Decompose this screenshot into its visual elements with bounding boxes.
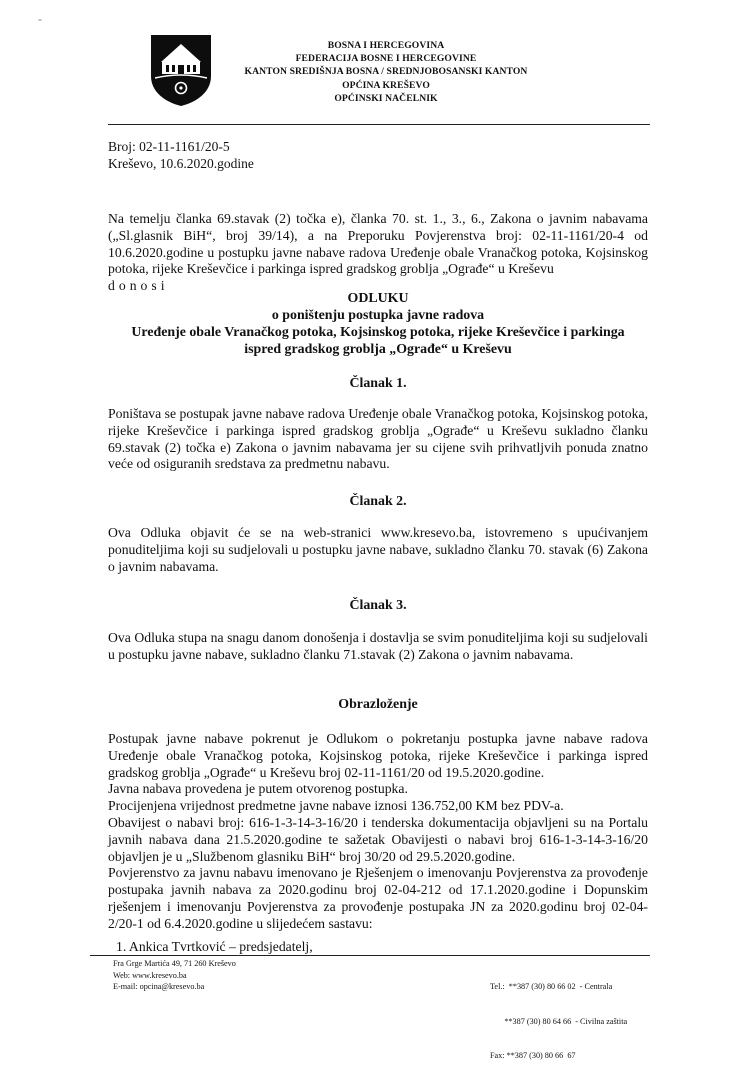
document-meta bbox=[108, 138, 254, 172]
reasoning-heading: Obrazloženje bbox=[338, 697, 418, 712]
issuer-header bbox=[216, 39, 556, 105]
footer-address: Fra Grge Martića 49, 71 260 Kreševo bbox=[113, 959, 236, 968]
footer-email-link[interactable]: E-mail: opcina@kresevo.ba bbox=[113, 982, 205, 991]
municipality-crest-icon bbox=[147, 32, 215, 108]
committee-list-item: 1. Ankica Tvrtković – predsjedatelj, bbox=[116, 939, 313, 954]
header-line-municipality: OPĆINA KREŠEVO bbox=[342, 79, 430, 91]
article-3-heading: Članak 3. bbox=[349, 598, 407, 613]
header-divider bbox=[108, 124, 650, 125]
intro-donosi: donosi bbox=[108, 278, 169, 294]
header-line-office: OPĆINSKI NAČELNIK bbox=[334, 92, 438, 104]
decision-subject-line1: Uređenje obale Vranačkog potoka, Kojsinskog potoka, rijeke Kreševčice i parkinga bbox=[131, 325, 625, 340]
reasoning-paragraph: Procijenjena vrijednost predmetne javne nabave iznosi 136.752,00 KM bez PDV-a. bbox=[108, 798, 564, 814]
reasoning-paragraph: Postupak javne nabave pokrenut je Odlukom o pokretanju postupka javne nabave radova Uređenje obale Vranačkog potoka, Kojsinskog potoka, rijeke Kreševčice i parkinga ispred gradskog groblja „Ograđe“ u Kreševu broj 02-11-1161/20 od 19.5.2020.godine. bbox=[108, 731, 648, 780]
footer-phone-civil-protection: **387 (30) 80 64 66 - Civilna zaštita bbox=[490, 1016, 628, 1026]
reasoning-paragraph: Javna nabava provedena je putem otvorenog postupka. bbox=[108, 781, 408, 797]
article-2-text: Ova Odluka objavit će se na web-stranici www.kresevo.ba, istovremeno s upućivanjem ponuditeljima koji su sudjelovali u postupku javne nabave, sukladno članku 70. stavak (6) Zakona o javnim nabavama. bbox=[108, 525, 648, 574]
footer-web-link[interactable]: Web: www.kresevo.ba bbox=[113, 970, 187, 980]
article-3-text: Ova Odluka stupa na snagu danom donošenja i dostavlja se svim ponuditeljima koji su sudjelovali u postupku javne nabave, sukladno članku 71.stavak (2) Zakona o javnim nabavama. bbox=[108, 630, 648, 662]
footer-fax: Fax: **387 (30) 80 66 67 bbox=[490, 1051, 576, 1060]
document-place-date: Kreševo, 10.6.2020.godine bbox=[108, 156, 254, 171]
decision-subtitle: o poništenju postupka javne radova bbox=[271, 308, 485, 323]
document-number: Broj: 02-11-1161/20-5 bbox=[108, 139, 230, 154]
reasoning-paragraph: Obavijest o nabavi broj: 616-1-3-14-3-16/20 i tenderska dokumentacija objavljeni su na Portalu javnih nabava dana 21.5.2020.godine te sažetak Obavijesti o nabavi broj 616-1-3-14-3-16/20 objavljen je u „Službenom glasniku BiH“ broj 30/20 od 29.5.2020.godine. bbox=[108, 814, 648, 864]
header-line-canton: KANTON SREDIŠNJA BOSNA / SREDNJOBOSANSKI KANTON bbox=[244, 66, 528, 78]
decision-heading: ODLUKU bbox=[347, 291, 409, 306]
article-2-heading: Članak 2. bbox=[349, 494, 407, 509]
corner-mark: - bbox=[38, 12, 42, 26]
header-line-country: BOSNA I HERCEGOVINA bbox=[327, 40, 445, 51]
footer-divider bbox=[90, 955, 650, 956]
reasoning-body bbox=[108, 731, 648, 933]
decision-subject-line2: ispred gradskog groblja „Ograđe“ u Kreševu bbox=[244, 342, 512, 357]
header-line-federation: FEDERACIJA BOSNE I HERCEGOVINE bbox=[295, 53, 477, 65]
intro-paragraph bbox=[108, 211, 648, 295]
decision-title bbox=[108, 290, 648, 358]
reasoning-paragraph: Povjerenstvo za javnu nabavu imenovano je Rješenjem o imenovanju Povjerenstva za provođenje postupaka javnih nabava za 2020.godinu broj 02-04-212 od 17.1.2020.godine i Dopunskim rješenjem i imenovanju Povjerenstva za provođenje postupaka JN za 2020.godinu broj 02-04-2/20-1 od 6.4.2020.godine u slijedećem sastavu: bbox=[108, 865, 648, 931]
footer-phones bbox=[490, 958, 627, 1085]
article-1-text: Poništava se postupak javne nabave radova Uređenje obale Vranačkog potoka, Kojsinskog potoka, rijeke Kreševčice i parkinga ispred gradskog groblja „Ograđe“ u Kreševu sukladno članku 69.stavak (2) točka e) Zakona o javnim nabavama jer su cijene svih prihvatljvih ponuda znatno veće od osiguranih sredstava za predmetnu nabavu. bbox=[108, 406, 648, 472]
article-1-heading: Članak 1. bbox=[349, 376, 407, 391]
footer-phone-central: Tel.: **387 (30) 80 66 02 - Centrala bbox=[490, 982, 613, 991]
footer-contact bbox=[113, 958, 236, 993]
intro-text: Na temelju članka 69.stavak (2) točka e), članka 70. st. 1., 3., 6., Zakona o javnim nabavama („Sl.glasnik BiH“, broj 39/14), a na Preporuku Povjerenstva broj: 02-11-1161/20-4 od 10.6.2020.godine u postupku javne nabave radova Uređenje obale Vranačkog potoka, Kojsinskog potoka, rijeke Kreševčice i parkinga ispred gradskog groblja „Ograđe“ u Kreševu bbox=[108, 211, 648, 277]
